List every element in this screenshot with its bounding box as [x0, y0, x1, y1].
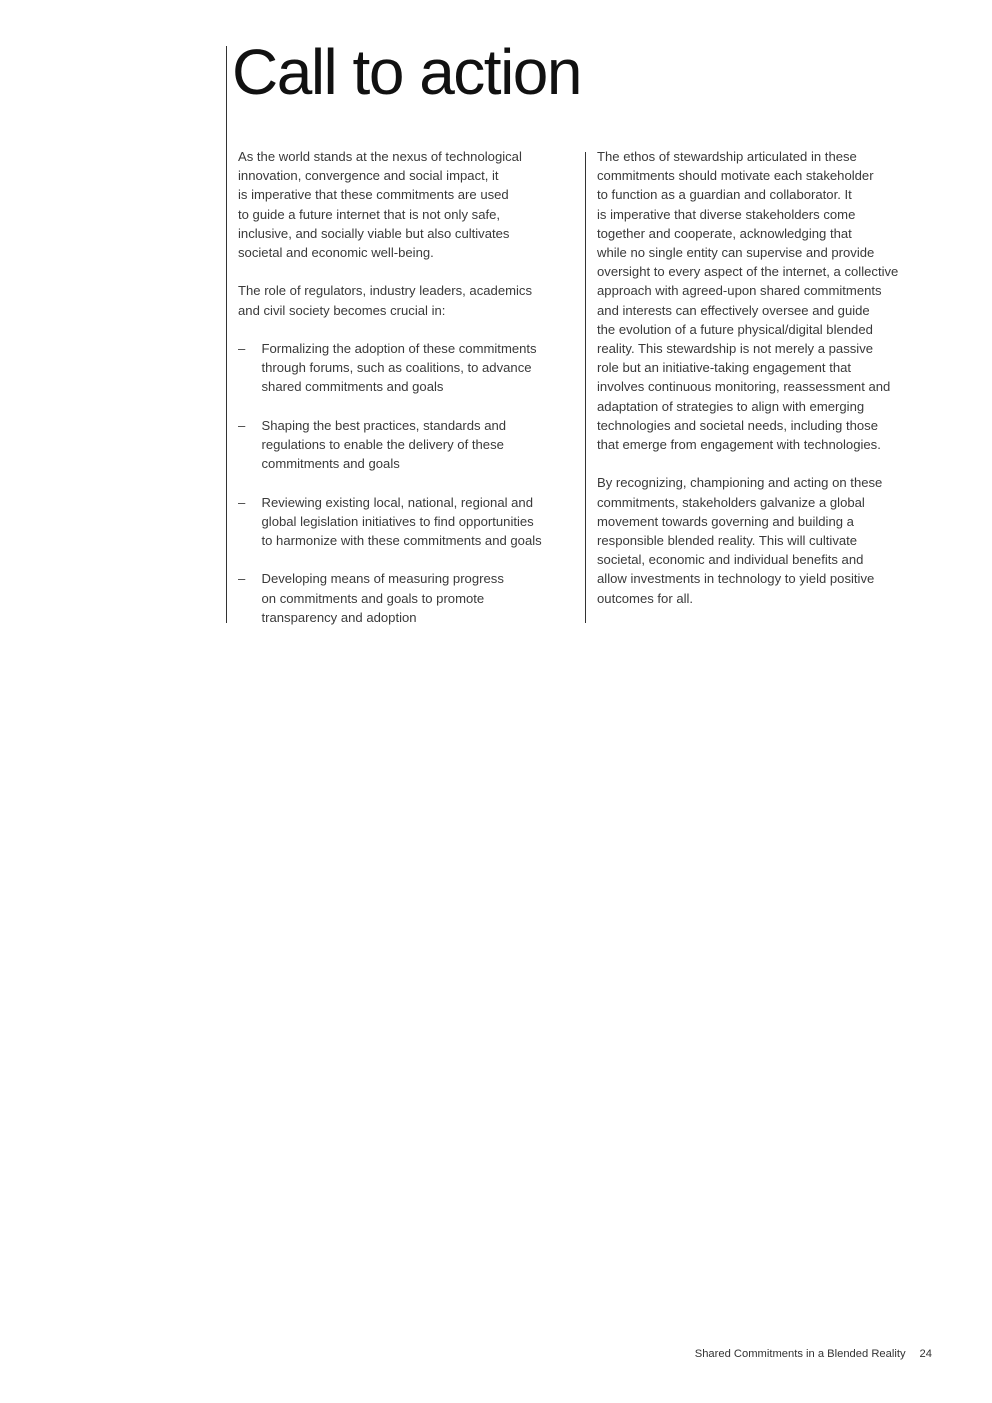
text-line: to harmonize with these commitments and goals	[261, 533, 542, 548]
text-line: involves continuous monitoring, reassessment and	[597, 379, 891, 395]
text-line: societal, economic and individual benefits and	[597, 552, 864, 568]
text-line: The role of regulators, industry leaders, academics	[238, 283, 533, 299]
action-list	[238, 339, 580, 627]
text-line: shared commitments and goals	[261, 379, 444, 395]
column-divider-rule	[585, 152, 586, 623]
dash-bullet: –	[238, 494, 246, 510]
text-line: to function as a guardian and collaborator. It	[597, 187, 852, 203]
closing-paragraph	[597, 473, 937, 607]
text-line: is imperative that these commitments are used	[238, 187, 509, 203]
text-line: Formalizing the adoption of these commitments	[261, 341, 537, 356]
text-line: transparency and adoption	[261, 609, 417, 625]
text-line: global legislation initiatives to find opportunities	[261, 513, 534, 529]
text-line: to guide a future internet that is not only safe,	[238, 206, 501, 222]
text-line: movement towards governing and building a	[597, 513, 854, 529]
title-vertical-rule	[226, 46, 227, 623]
text-line: on commitments and goals to promote	[261, 590, 485, 606]
text-line: role but an initiative-taking engagement that	[597, 360, 852, 376]
text-line: approach with agreed-upon shared commitments	[597, 283, 882, 299]
page-title: Call to action	[232, 36, 581, 108]
role-paragraph	[238, 281, 580, 319]
text-line: together and cooperate, acknowledging that	[597, 225, 852, 241]
paragraph-spacer	[597, 454, 937, 473]
text-line: societal and economic well-being.	[238, 245, 434, 261]
text-line: oversight to every aspect of the internet, a collective	[597, 264, 899, 280]
text-line: regulations to enable the delivery of these	[261, 437, 504, 452]
text-line: technologies and societal needs, including those	[597, 417, 878, 433]
intro-paragraph	[238, 147, 580, 262]
paragraph-spacer	[238, 262, 580, 281]
text-line: Developing means of measuring progress	[261, 571, 504, 587]
text-line: As the world stands at the nexus of technological	[238, 149, 522, 164]
dash-bullet: –	[238, 417, 246, 433]
text-line: Shaping the best practices, standards and	[261, 417, 507, 433]
text-line: and civil society becomes crucial in:	[238, 302, 446, 318]
page-footer	[600, 1346, 932, 1362]
dash-bullet: –	[238, 571, 246, 587]
text-line: that emerge from engagement with technologies.	[597, 437, 881, 453]
text-line: the evolution of a future physical/digital blended	[597, 321, 873, 337]
text-line: Reviewing existing local, national, regional and	[261, 494, 533, 510]
left-column	[238, 147, 580, 627]
text-line: adaptation of strategies to align with emerging	[597, 398, 865, 414]
paragraph-spacer	[238, 320, 580, 339]
text-line: through forums, such as coalitions, to advance	[261, 360, 532, 376]
list-item	[238, 493, 580, 551]
text-line: commitments and goals	[261, 456, 400, 472]
text-line: commitments should motivate each stakeholder	[597, 168, 874, 184]
list-item	[238, 416, 580, 474]
text-line: outcomes for all.	[597, 590, 694, 606]
text-line: inclusive, and socially viable but also cultivates	[238, 225, 510, 241]
stewardship-paragraph	[597, 147, 937, 454]
text-line: responsible blended reality. This will cultivate	[597, 533, 858, 549]
list-item	[238, 339, 580, 397]
list-item	[238, 569, 580, 627]
footer-publication-title: Shared Commitments in a Blended Reality	[694, 1348, 906, 1360]
dash-bullet: –	[238, 341, 246, 356]
text-line: commitments, stakeholders galvanize a global	[597, 494, 865, 510]
text-line: allow investments in technology to yield positive	[597, 571, 875, 587]
text-line: The ethos of stewardship articulated in these	[597, 149, 857, 164]
text-line: while no single entity can supervise and provide	[597, 245, 875, 261]
text-line: reality. This stewardship is not merely a passive	[597, 341, 874, 357]
page-number: 24	[919, 1348, 932, 1360]
text-line: innovation, convergence and social impact, it	[238, 168, 499, 184]
right-column	[597, 147, 937, 608]
text-line: is imperative that diverse stakeholders come	[597, 206, 856, 222]
text-line: and interests can effectively oversee and guide	[597, 302, 870, 318]
text-line: By recognizing, championing and acting on these	[597, 475, 883, 491]
